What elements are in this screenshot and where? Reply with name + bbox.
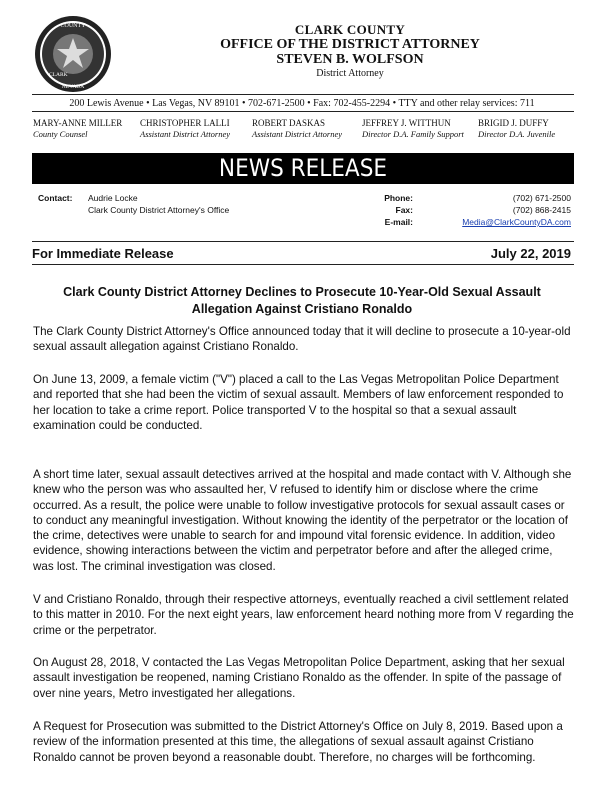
phone-label: Phone: [384, 193, 413, 203]
staff-name: MARY-ANNE MILLER [33, 118, 123, 128]
release-date: July 22, 2019 [490, 246, 571, 261]
phone-number: (702) 671-2500 [512, 193, 571, 203]
office-address: 200 Lewis Avenue • Las Vegas, NV 89101 • 702-671-2500 • Fax: 702-455-2294 • TTY and other relay services: 711 [69, 98, 535, 109]
fax-number: (702) 868-2415 [512, 205, 571, 215]
seal-left-text: CLARK [49, 72, 68, 78]
release-divider-bottom [32, 264, 574, 265]
staff-member [33, 118, 122, 140]
header-divider-top [32, 94, 574, 95]
staff-role: County Counsel [33, 129, 88, 139]
press-release-headline: Clark County District Attorney Declines to Prosecute 10-Year-Old Sexual Assault Allegation Against Cristiano Ronaldo [63, 285, 541, 316]
news-release-banner: NEWS RELEASE [32, 153, 574, 184]
county-seal-logo [33, 14, 113, 94]
staff-member [252, 118, 342, 140]
staff-name: BRIGID J. DUFFY [478, 118, 549, 128]
body-paragraph: On June 13, 2009, a female victim ("V") placed a call to the Las Vegas Metropolitan Police Department and reported that she had been the victim of sexual assault. Members of law enforcement responded to her location to take a crime report. Police transported V to the hospital so that a sexual assault examination could be conducted. [33, 373, 564, 432]
release-divider-top [32, 241, 574, 242]
county-name: CLARK COUNTY [294, 22, 406, 37]
staff-name: ROBERT DASKAS [252, 118, 326, 128]
header-divider-bottom [32, 111, 574, 112]
staff-role: Assistant District Attorney [252, 129, 343, 139]
body-paragraph: V and Cristiano Ronaldo, through their respective attorneys, eventually reached a civil settlement related to this matter in 2010. For the next eight years, law enforcement heard nothing more from V regarding the crime or the perpetrator. [33, 593, 574, 637]
body-paragraph: A short time later, sexual assault detectives arrived at the hospital and made contact with V. Although she knew who the person was who assaulted her, V refused to identify him or disclose where the crime occurred. As a result, the police were unable to follow investigative protocols for sexual assault cases or to conduct any meaningful investigation. Without knowing the identity of the perpetrator or the location of the crime, detectives were unable to search for and impound vital forensic evidence. In addition, video evidence, showing interactions between the victim and perpetrator before and after the alleged crime, was lost. The criminal investigation was closed. [33, 468, 572, 573]
staff-member [140, 118, 230, 140]
seal-top-text: COUNTY [60, 23, 86, 29]
fax-label: Fax: [395, 205, 413, 215]
body-paragraph: A Request for Prosecution was submitted to the District Attorney's Office on July 8, 2019. Based upon a review of the information presented at this time, the allegations of sexual assault against Cristiano Ronaldo cannot be proven beyond a reasonable doubt. Therefore, no charges will be forthcoming. [33, 720, 563, 764]
district-attorney-name: STEVEN B. WOLFSON [276, 52, 424, 67]
office-name: OFFICE OF THE DISTRICT ATTORNEY [220, 37, 480, 52]
contact-office: Clark County District Attorney's Office [88, 205, 230, 215]
district-attorney-title: District Attorney [316, 68, 384, 79]
staff-name: CHRISTOPHER LALLI [140, 118, 230, 128]
body-paragraph: On August 28, 2018, V contacted the Las Vegas Metropolitan Police Department, asking that her sexual assault investigation be reopened, naming Cristiano Ronaldo as the offender. In spite of the passage of over nine years, Metro investigated her allegations. [33, 656, 565, 700]
staff-role: Director D.A. Family Support [362, 129, 464, 139]
seal-bottom-text: NEVADA [61, 84, 85, 90]
staff-member [362, 118, 464, 140]
staff-role: Director D.A. Juvenile [478, 129, 556, 139]
staff-role: Assistant District Attorney [140, 129, 231, 139]
staff-member [478, 118, 555, 140]
contact-label: Contact: [38, 193, 73, 203]
contact-name: Audrie Locke [88, 193, 138, 203]
email-link[interactable]: Media@ClarkCountyDA.com [462, 217, 571, 227]
staff-name: JEFFREY J. WITTHUN [362, 118, 451, 128]
body-paragraph: The Clark County District Attorney's Office announced today that it will decline to prosecute a 10-year-old sexual assault allegation against Cristiano Ronaldo. [33, 325, 571, 354]
email-label: E-mail: [384, 217, 413, 227]
immediate-release-label: For Immediate Release [32, 246, 174, 261]
